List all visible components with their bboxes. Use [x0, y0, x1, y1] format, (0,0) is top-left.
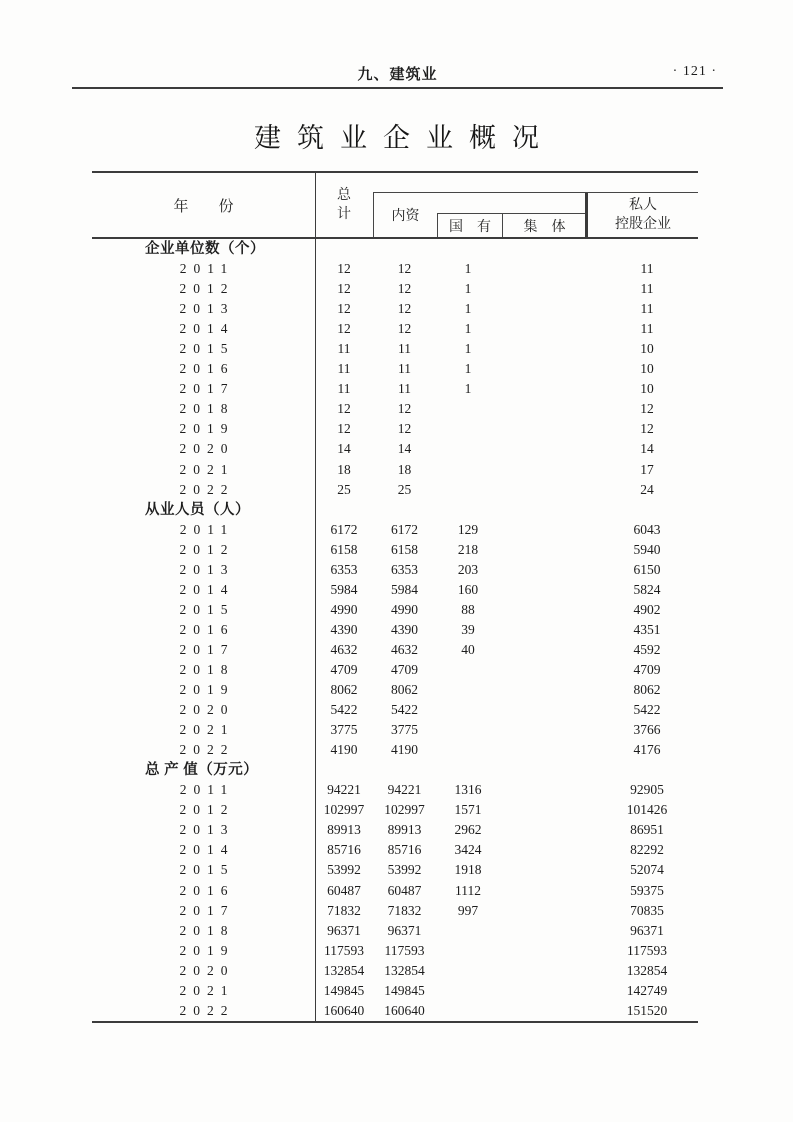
total-cell: 12 [337, 401, 351, 417]
collective-cell [500, 921, 584, 941]
private-cell: 11 [640, 321, 654, 337]
collective-cell [500, 640, 584, 660]
data-row [92, 1001, 698, 1021]
year-cell: 2021 [179, 461, 235, 477]
collective-cell [500, 941, 584, 961]
total-cell: 12 [337, 301, 351, 317]
year-column-rule [315, 171, 316, 1023]
data-row [92, 439, 698, 459]
state-owned-cell [436, 660, 500, 680]
private-cell: 24 [640, 481, 654, 497]
col-total-header [315, 173, 373, 237]
year-cell: 2022 [179, 481, 235, 497]
domestic-cell: 12 [397, 281, 412, 297]
collective-cell [500, 419, 584, 439]
total-cell: 85716 [327, 842, 361, 858]
state-owned-cell [436, 460, 500, 480]
data-row [92, 740, 698, 760]
domestic-cell: 11 [398, 341, 411, 357]
domestic-cell: 4709 [391, 661, 418, 677]
state-owned-cell: 1316 [454, 782, 482, 798]
collective-cell [500, 780, 584, 800]
total-cell: 60487 [327, 882, 361, 898]
total-cell: 53992 [327, 862, 361, 878]
year-cell: 2022 [179, 1002, 235, 1018]
state-owned-cell [436, 961, 500, 981]
domestic-cell: 89913 [387, 822, 422, 838]
data-row [92, 520, 698, 540]
total-cell: 25 [337, 481, 351, 497]
table-body [92, 239, 698, 1023]
state-owned-cell [436, 480, 500, 500]
year-cell: 2021 [179, 722, 235, 738]
domestic-cell: 53992 [387, 862, 422, 878]
year-cell: 2017 [179, 641, 235, 657]
private-cell: 5422 [633, 702, 661, 718]
collective-cell [500, 319, 584, 339]
domestic-cell: 12 [397, 301, 412, 317]
total-cell: 12 [337, 261, 351, 277]
domestic-cell: 94221 [387, 782, 422, 798]
total-cell: 11 [337, 381, 351, 397]
section-title: 总 产 值（万元） [145, 762, 259, 779]
state-owned-cell: 1 [464, 361, 472, 377]
collective-cell [500, 279, 584, 299]
year-cell: 2019 [179, 682, 235, 698]
domestic-sub-header-box [437, 213, 586, 237]
state-owned-cell: 218 [457, 541, 479, 557]
private-cell: 132854 [626, 962, 668, 978]
collective-cell [500, 359, 584, 379]
page-number: · 121 · [672, 64, 717, 79]
total-cell: 4990 [330, 601, 358, 617]
data-row [92, 780, 698, 800]
collective-cell [500, 700, 584, 720]
private-cell: 17 [640, 461, 654, 477]
total-cell: 14 [337, 441, 351, 457]
collective-cell [500, 680, 584, 700]
total-cell: 6158 [330, 541, 358, 557]
running-head-section-label: 九、建筑业 [357, 67, 438, 83]
year-cell: 2014 [179, 842, 235, 858]
total-cell: 5422 [330, 702, 358, 718]
private-cell: 86951 [630, 822, 664, 838]
data-row [92, 580, 698, 600]
domestic-cell: 12 [397, 401, 412, 417]
state-owned-cell [436, 399, 500, 419]
domestic-cell: 11 [398, 361, 411, 377]
private-cell: 52074 [630, 862, 664, 878]
total-cell: 11 [337, 361, 351, 377]
data-row [92, 279, 698, 299]
domestic-cell: 85716 [387, 842, 422, 858]
private-cell: 70835 [630, 902, 664, 918]
collective-cell [500, 460, 584, 480]
private-cell: 96371 [630, 922, 664, 938]
year-cell: 2017 [179, 381, 235, 397]
collective-cell [500, 560, 584, 580]
state-owned-cell: 997 [457, 902, 479, 918]
year-cell: 2018 [179, 661, 235, 677]
private-cell: 4176 [633, 742, 661, 758]
section-title: 从业人员（人） [145, 501, 250, 518]
year-cell: 2012 [179, 802, 235, 818]
total-cell: 102997 [323, 802, 365, 818]
private-cell: 59375 [630, 882, 664, 898]
year-cell: 2020 [179, 962, 235, 978]
domestic-cell: 60487 [387, 882, 422, 898]
data-row [92, 921, 698, 941]
private-cell: 117593 [627, 942, 667, 958]
collective-cell [500, 800, 584, 820]
collective-cell [500, 961, 584, 981]
year-cell: 2019 [179, 421, 235, 437]
collective-cell [500, 660, 584, 680]
year-cell: 2019 [179, 942, 235, 958]
year-cell: 2016 [179, 621, 235, 637]
year-cell: 2014 [179, 581, 235, 597]
section-row [92, 239, 698, 259]
domestic-cell: 71832 [387, 902, 422, 918]
domestic-cell: 14 [397, 441, 412, 457]
private-cell: 6043 [633, 521, 661, 537]
total-cell: 3775 [330, 722, 358, 738]
col-private-header [588, 193, 698, 237]
data-row [92, 419, 698, 439]
private-cell: 92905 [630, 782, 664, 798]
section-row [92, 500, 698, 520]
state-owned-cell [436, 941, 500, 961]
state-owned-cell: 39 [461, 621, 475, 637]
total-cell: 160640 [323, 1002, 365, 1018]
domestic-cell: 102997 [384, 802, 425, 818]
state-owned-cell: 3424 [454, 842, 482, 858]
table-header [92, 171, 698, 239]
data-row [92, 460, 698, 480]
total-cell: 5984 [330, 581, 358, 597]
year-cell: 2015 [179, 341, 235, 357]
domestic-cell: 3775 [391, 722, 418, 738]
total-cell: 12 [337, 281, 351, 297]
private-cell: 4902 [633, 601, 661, 617]
data-row [92, 259, 698, 279]
state-owned-cell [436, 439, 500, 459]
domestic-cell: 12 [397, 421, 412, 437]
collective-cell [500, 1001, 584, 1021]
year-cell: 2014 [179, 321, 235, 337]
data-row [92, 800, 698, 820]
total-cell: 6172 [330, 521, 358, 537]
domestic-cell: 5984 [391, 581, 418, 597]
total-cell: 8062 [330, 682, 358, 698]
private-cell: 14 [640, 441, 654, 457]
total-cell: 89913 [327, 822, 361, 838]
private-cell: 5940 [633, 541, 661, 557]
data-row [92, 901, 698, 921]
year-cell: 2022 [179, 742, 235, 758]
collective-cell [500, 620, 584, 640]
private-cell: 10 [640, 341, 654, 357]
collective-cell [500, 520, 584, 540]
private-cell: 8062 [633, 682, 661, 698]
data-row [92, 359, 698, 379]
domestic-cell: 149845 [384, 982, 425, 998]
private-cell: 142749 [626, 982, 668, 998]
domestic-cell: 6353 [391, 561, 418, 577]
data-row [92, 860, 698, 880]
year-cell: 2012 [179, 541, 235, 557]
total-cell: 71832 [327, 902, 361, 918]
total-cell: 96371 [327, 922, 361, 938]
year-cell: 2011 [179, 521, 235, 537]
private-cell: 3766 [633, 722, 661, 738]
data-row [92, 299, 698, 319]
total-cell: 149845 [323, 982, 365, 998]
year-cell: 2011 [179, 782, 235, 798]
collective-cell [500, 820, 584, 840]
domestic-cell: 4632 [391, 641, 418, 657]
domestic-cell: 8062 [391, 682, 418, 698]
state-owned-cell [436, 680, 500, 700]
state-owned-cell: 203 [457, 561, 479, 577]
state-owned-cell [436, 740, 500, 760]
private-cell: 12 [640, 401, 654, 417]
domestic-cell: 4190 [391, 742, 418, 758]
state-owned-cell: 1571 [454, 802, 482, 818]
private-cell: 10 [640, 381, 654, 397]
collective-cell [500, 881, 584, 901]
collective-cell [500, 439, 584, 459]
state-owned-cell: 1 [464, 261, 472, 277]
state-owned-cell: 160 [457, 581, 479, 597]
private-cell: 11 [640, 261, 654, 277]
running-head [72, 60, 723, 89]
private-cell: 4351 [633, 621, 661, 637]
year-cell: 2016 [179, 882, 235, 898]
state-owned-cell: 1 [464, 321, 472, 337]
domestic-cell: 12 [397, 261, 412, 277]
year-cell: 2016 [179, 361, 235, 377]
total-cell: 132854 [323, 962, 365, 978]
domestic-cell: 25 [397, 481, 412, 497]
col-private-line2: 控股企业 [615, 217, 671, 232]
state-owned-cell: 88 [461, 601, 475, 617]
state-owned-cell: 129 [457, 521, 479, 537]
collective-cell [500, 901, 584, 921]
total-cell: 94221 [327, 782, 361, 798]
state-owned-cell: 1918 [454, 862, 482, 878]
state-owned-cell: 1 [464, 341, 472, 357]
total-cell: 6353 [330, 561, 358, 577]
col-domestic-header: 内资 [391, 209, 420, 224]
collective-cell [500, 259, 584, 279]
state-owned-cell [436, 981, 500, 1001]
collective-cell [500, 580, 584, 600]
collective-cell [500, 860, 584, 880]
private-cell: 12 [640, 421, 654, 437]
year-cell: 2015 [179, 862, 235, 878]
collective-cell [500, 299, 584, 319]
state-owned-cell [436, 921, 500, 941]
ownership-header-box [373, 192, 698, 237]
state-owned-cell: 1112 [455, 882, 481, 898]
year-cell: 2015 [179, 601, 235, 617]
collective-cell [500, 540, 584, 560]
data-row [92, 560, 698, 580]
data-row [92, 620, 698, 640]
col-state-owned-header: 国 有 [438, 214, 503, 237]
collective-cell [500, 399, 584, 419]
total-cell: 12 [337, 321, 351, 337]
total-cell: 11 [337, 341, 351, 357]
collective-cell [500, 840, 584, 860]
private-cell: 4709 [633, 661, 661, 677]
data-row [92, 720, 698, 740]
domestic-cell: 117593 [384, 942, 425, 958]
domestic-cell: 12 [397, 321, 412, 337]
data-row [92, 981, 698, 1001]
state-owned-cell: 1 [464, 281, 472, 297]
year-cell: 2018 [179, 922, 235, 938]
state-owned-cell [436, 700, 500, 720]
data-row [92, 379, 698, 399]
domestic-cell: 4390 [391, 621, 418, 637]
year-cell: 2011 [179, 261, 235, 277]
data-row [92, 680, 698, 700]
private-cell: 10 [640, 361, 654, 377]
domestic-cell: 6158 [391, 541, 418, 557]
total-cell: 4390 [330, 621, 358, 637]
collective-cell [500, 379, 584, 399]
total-cell: 18 [337, 461, 351, 477]
data-row [92, 941, 698, 961]
state-owned-cell: 1 [464, 301, 472, 317]
total-cell: 4709 [330, 661, 358, 677]
total-cell: 4190 [330, 742, 358, 758]
state-owned-cell [436, 720, 500, 740]
domestic-cell: 96371 [387, 922, 422, 938]
data-row [92, 840, 698, 860]
col-private-line1: 私人 [629, 198, 657, 213]
year-cell: 2017 [179, 902, 235, 918]
private-cell: 11 [640, 281, 654, 297]
year-cell: 2021 [179, 982, 235, 998]
total-cell: 4632 [330, 641, 358, 657]
year-cell: 2012 [179, 281, 235, 297]
private-cell: 101426 [626, 802, 668, 818]
collective-cell [500, 339, 584, 359]
year-cell: 2013 [179, 822, 235, 838]
data-row [92, 700, 698, 720]
domestic-cell: 5422 [391, 702, 418, 718]
data-row [92, 820, 698, 840]
private-cell: 6150 [633, 561, 661, 577]
private-cell: 82292 [630, 842, 664, 858]
state-owned-cell: 40 [461, 641, 475, 657]
section-row [92, 760, 698, 780]
data-row [92, 480, 698, 500]
total-cell: 117593 [324, 942, 364, 958]
section-title: 企业单位数（个） [145, 241, 265, 257]
state-owned-cell [436, 419, 500, 439]
private-cell: 4592 [633, 641, 661, 657]
collective-cell [500, 740, 584, 760]
data-row [92, 540, 698, 560]
year-cell: 2013 [179, 301, 235, 317]
collective-cell [500, 720, 584, 740]
state-owned-cell [436, 1001, 500, 1021]
total-cell: 12 [337, 421, 351, 437]
year-cell: 2013 [179, 561, 235, 577]
collective-cell [500, 480, 584, 500]
domestic-cell: 6172 [391, 521, 418, 537]
private-cell: 151520 [626, 1002, 668, 1018]
data-row [92, 319, 698, 339]
year-cell: 2020 [179, 702, 235, 718]
private-cell: 11 [640, 301, 654, 317]
state-owned-cell: 2962 [454, 822, 482, 838]
col-collective-header: 集 体 [523, 219, 566, 235]
collective-cell [500, 981, 584, 1001]
year-cell: 2018 [179, 401, 235, 417]
data-row [92, 660, 698, 680]
data-row [92, 600, 698, 620]
domestic-cell: 160640 [384, 1002, 425, 1018]
data-row [92, 961, 698, 981]
domestic-cell: 132854 [384, 962, 425, 978]
data-row [92, 399, 698, 419]
data-row [92, 881, 698, 901]
col-year-header: 年 份 [173, 198, 234, 215]
domestic-cell: 18 [397, 461, 412, 477]
domestic-cell: 4990 [391, 601, 418, 617]
private-cell: 5824 [633, 581, 661, 597]
state-owned-cell: 1 [464, 381, 472, 397]
col-total-line2: 计 [337, 207, 351, 222]
collective-cell [500, 600, 584, 620]
year-cell: 2020 [179, 441, 235, 457]
data-row [92, 640, 698, 660]
document-title: 建筑业企业概况 [254, 123, 555, 153]
data-row [92, 339, 698, 359]
stats-table [92, 171, 698, 1023]
col-total-line1: 总 [337, 188, 351, 203]
domestic-cell: 11 [398, 381, 411, 397]
